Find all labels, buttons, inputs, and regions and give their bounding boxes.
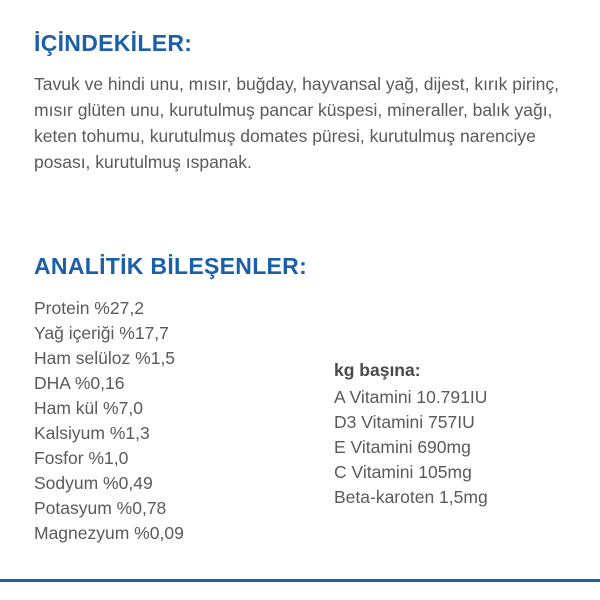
list-item: Yağ içeriği %17,7 [34,323,169,343]
list-item: D3 Vitamini 757IU [334,412,475,432]
list-item: Ham selüloz %1,5 [34,348,176,368]
list-item: Ham kül %7,0 [34,398,143,418]
list-item: E Vitamini 690mg [334,437,471,457]
list-item: Magnezyum %0,09 [34,523,184,543]
list-item: Fosfor %1,0 [34,448,129,468]
list-item: Potasyum %0,78 [34,498,167,518]
analytic-columns [34,296,566,546]
analytic-left-column [34,296,334,546]
list-item: C Vitamini 105mg [334,462,472,482]
list-item: Protein %27,2 [34,298,144,318]
section-spacer [34,175,566,253]
bottom-divider [0,579,600,582]
list-item: Kalsiyum %1,3 [34,423,150,443]
analytic-right-column [334,296,566,510]
list-item: A Vitamini 10.791IU [334,387,488,407]
ingredients-heading: İÇİNDEKİLER: [34,30,193,56]
list-item: Beta-karoten 1,5mg [334,487,488,507]
ingredients-text: Tavuk ve hindi unu, mısır, buğday, hayvansal yağ, dijest, kırık pirinç, mısır glüten unu, kurutulmuş pancar küspesi, mineraller, balık yağı, keten tohumu, kurutulmuş domates püresi, kurutulmuş narenciye posası, kurutulmuş ıspanak. [34,74,559,172]
list-item: Sodyum %0,49 [34,473,153,493]
analytic-constituents-heading: ANALİTİK BİLEŞENLER: [34,253,308,279]
list-item: DHA %0,16 [34,373,125,393]
per-kilogram-heading: kg başına: [334,360,421,380]
